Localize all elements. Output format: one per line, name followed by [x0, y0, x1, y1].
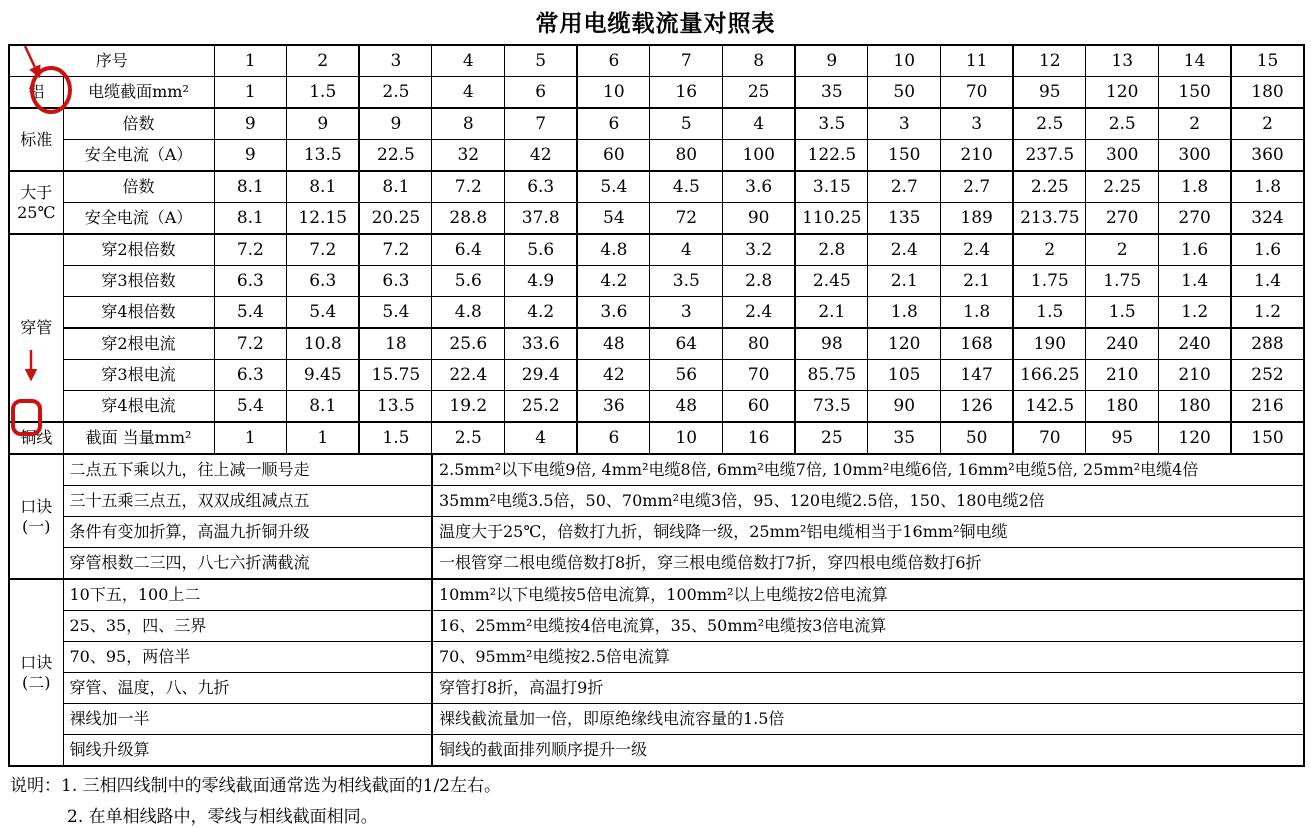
data-cell: 7.2	[214, 328, 287, 360]
row-label: 倍数	[63, 108, 214, 140]
data-cell: 240	[1086, 328, 1159, 360]
data-cell: 1.6	[1231, 234, 1304, 266]
data-cell: 300	[1086, 140, 1159, 172]
data-cell: 35	[868, 422, 941, 454]
data-cell: 110.25	[795, 203, 868, 235]
mnemonic-phrase: 条件有变加折算，高温九折铜升级	[63, 517, 432, 548]
mnemonic-phrase: 三十五乘三点五，双双成组减点五	[63, 486, 432, 517]
data-cell: 213.75	[1013, 203, 1086, 235]
serial-cell: 4	[432, 45, 505, 77]
data-cell: 2.7	[868, 171, 941, 203]
data-cell: 6.3	[287, 266, 360, 297]
data-cell: 5.6	[432, 266, 505, 297]
data-cell: 6	[505, 77, 578, 109]
serial-cell: 6	[577, 45, 650, 77]
data-cell: 2.8	[723, 266, 796, 297]
data-cell: 1	[214, 77, 287, 109]
mnemonic-explanation: 温度大于25℃，倍数打九折，铜线降一级，25mm²铝电缆相当于16mm²铜电缆	[432, 517, 1304, 548]
data-cell: 70	[941, 77, 1014, 109]
data-cell: 2.5	[432, 422, 505, 454]
data-cell: 270	[1159, 203, 1232, 235]
serial-cell: 12	[1013, 45, 1086, 77]
data-cell: 5.6	[505, 234, 578, 266]
data-cell: 2.7	[941, 171, 1014, 203]
data-cell: 1.75	[1013, 266, 1086, 297]
data-cell: 3.15	[795, 171, 868, 203]
mnemonic-phrase: 穿管根数二三四，八七六折满截流	[63, 548, 432, 580]
data-cell: 300	[1159, 140, 1232, 172]
data-cell: 1.2	[1159, 297, 1232, 329]
data-cell: 6.3	[214, 360, 287, 391]
mnemonic-row	[9, 579, 1304, 611]
data-cell: 4	[432, 77, 505, 109]
data-cell: 7	[505, 108, 578, 140]
data-cell: 190	[1013, 328, 1086, 360]
data-cell: 5.4	[359, 297, 432, 329]
data-cell: 10	[577, 77, 650, 109]
mnemonic-explanation: 10mm²以下电缆按5倍电流算，100mm²以上电缆按2倍电流算	[432, 579, 1304, 611]
data-cell: 4	[650, 234, 723, 266]
data-cell: 216	[1231, 391, 1304, 423]
data-cell: 2.4	[868, 234, 941, 266]
data-cell: 210	[941, 140, 1014, 172]
data-cell: 6	[577, 108, 650, 140]
data-cell: 1	[214, 422, 287, 454]
data-cell: 4.5	[650, 171, 723, 203]
data-cell: 9	[214, 140, 287, 172]
data-cell: 4.2	[577, 266, 650, 297]
data-cell: 25	[795, 422, 868, 454]
data-cell: 1.4	[1159, 266, 1232, 297]
data-cell: 2.1	[941, 266, 1014, 297]
data-cell: 150	[868, 140, 941, 172]
data-cell: 13.5	[287, 140, 360, 172]
table-row	[9, 328, 1304, 360]
data-cell: 2	[1159, 108, 1232, 140]
data-cell: 2.4	[723, 297, 796, 329]
data-cell: 105	[868, 360, 941, 391]
data-cell: 25	[723, 77, 796, 109]
data-cell: 10.8	[287, 328, 360, 360]
data-cell: 22.4	[432, 360, 505, 391]
mnemonic-explanation: 70、95mm²电缆按2.5倍电流算	[432, 642, 1304, 673]
data-cell: 166.25	[1013, 360, 1086, 391]
data-cell: 32	[432, 140, 505, 172]
mnemonic-phrase: 铜线升级算	[63, 735, 432, 767]
data-cell: 33.6	[505, 328, 578, 360]
data-cell: 4.9	[505, 266, 578, 297]
page-title: 常用电缆载流量对照表	[535, 11, 776, 37]
data-cell: 60	[723, 391, 796, 423]
data-cell: 4.8	[577, 234, 650, 266]
data-cell: 5.4	[214, 391, 287, 423]
data-cell: 6.4	[432, 234, 505, 266]
data-cell: 6.3	[214, 266, 287, 297]
data-cell: 8.1	[214, 203, 287, 235]
mnemonic-explanation: 2.5mm²以下电缆9倍, 4mm²电缆8倍, 6mm²电缆7倍, 10mm²电缆6倍, 16mm²电缆5倍, 25mm²电缆4倍	[432, 454, 1304, 486]
data-cell: 8	[432, 108, 505, 140]
data-cell: 4	[723, 108, 796, 140]
data-cell: 16	[723, 422, 796, 454]
data-cell: 18	[359, 328, 432, 360]
data-cell: 8.1	[287, 391, 360, 423]
data-cell: 237.5	[1013, 140, 1086, 172]
data-cell: 1.8	[941, 297, 1014, 329]
table-row	[9, 422, 1304, 454]
data-cell: 5	[650, 108, 723, 140]
data-cell: 64	[650, 328, 723, 360]
data-cell: 50	[868, 77, 941, 109]
mnemonic-phrase: 10下五，100上二	[63, 579, 432, 611]
group-label: 口诀(二)	[9, 579, 63, 766]
data-cell: 120	[1086, 77, 1159, 109]
table-row	[9, 171, 1304, 203]
data-cell: 54	[577, 203, 650, 235]
data-cell: 25.2	[505, 391, 578, 423]
data-cell: 2.1	[795, 297, 868, 329]
data-cell: 70	[723, 360, 796, 391]
data-cell: 22.5	[359, 140, 432, 172]
data-cell: 95	[1086, 422, 1159, 454]
mnemonic-explanation: 裸线截流量加一倍，即原绝缘线电流容量的1.5倍	[432, 704, 1304, 735]
data-cell: 12.15	[287, 203, 360, 235]
data-cell: 95	[1013, 77, 1086, 109]
data-cell: 48	[650, 391, 723, 423]
data-cell: 324	[1231, 203, 1304, 235]
mnemonic-row	[9, 454, 1304, 486]
data-cell: 168	[941, 328, 1014, 360]
group-label: 铝	[9, 77, 63, 109]
data-cell: 1.5	[1013, 297, 1086, 329]
data-cell: 1	[287, 422, 360, 454]
data-cell: 240	[1159, 328, 1232, 360]
data-cell: 3	[868, 108, 941, 140]
data-cell: 48	[577, 328, 650, 360]
data-cell: 60	[577, 140, 650, 172]
data-cell: 16	[650, 77, 723, 109]
data-cell: 10	[650, 422, 723, 454]
data-cell: 2.8	[795, 234, 868, 266]
data-cell: 1.4	[1231, 266, 1304, 297]
data-cell: 150	[1231, 422, 1304, 454]
mnemonic-explanation: 16、25mm²电缆按4倍电流算，35、50mm²电缆按3倍电流算	[432, 611, 1304, 642]
main-table-body	[9, 45, 1304, 766]
data-cell: 210	[1159, 360, 1232, 391]
data-cell: 120	[868, 328, 941, 360]
serial-cell: 10	[868, 45, 941, 77]
data-cell: 6	[577, 422, 650, 454]
serial-cell: 5	[505, 45, 578, 77]
mnemonic-phrase: 70、95，两倍半	[63, 642, 432, 673]
data-cell: 13.5	[359, 391, 432, 423]
data-cell: 180	[1086, 391, 1159, 423]
mnemonic-row	[9, 704, 1304, 735]
data-cell: 147	[941, 360, 1014, 391]
data-cell: 5.4	[214, 297, 287, 329]
mnemonic-phrase: 裸线加一半	[63, 704, 432, 735]
data-cell: 360	[1231, 140, 1304, 172]
note-line: 说明：1. 三相四线制中的零线截面通常选为相线截面的1/2左右。	[10, 776, 501, 796]
table-row	[9, 203, 1304, 235]
data-cell: 100	[723, 140, 796, 172]
data-cell: 9	[287, 108, 360, 140]
data-cell: 80	[723, 328, 796, 360]
data-cell: 4.2	[505, 297, 578, 329]
data-cell: 42	[577, 360, 650, 391]
data-cell: 7.2	[432, 171, 505, 203]
data-cell: 6.3	[505, 171, 578, 203]
row-label: 穿2根电流	[63, 328, 214, 360]
data-cell: 6.3	[359, 266, 432, 297]
data-cell: 72	[650, 203, 723, 235]
data-cell: 1.5	[287, 77, 360, 109]
data-cell: 36	[577, 391, 650, 423]
mnemonic-explanation: 35mm²电缆3.5倍，50、70mm²电缆3倍，95、120电缆2.5倍，150、180电缆2倍	[432, 486, 1304, 517]
data-cell: 28.8	[432, 203, 505, 235]
mnemonic-row	[9, 486, 1304, 517]
table-row	[9, 108, 1304, 140]
row-label: 穿3根电流	[63, 360, 214, 391]
data-cell: 98	[795, 328, 868, 360]
serial-cell: 14	[1159, 45, 1232, 77]
data-cell: 2	[1086, 234, 1159, 266]
row-label: 穿4根倍数	[63, 297, 214, 329]
data-cell: 2.5	[359, 77, 432, 109]
serial-header: 序号	[9, 45, 214, 77]
data-cell: 2.25	[1086, 171, 1159, 203]
table-row	[9, 297, 1304, 329]
row-label: 截面 当量mm²	[63, 422, 214, 454]
row-label: 安全电流（A）	[63, 203, 214, 235]
data-cell: 122.5	[795, 140, 868, 172]
row-label: 穿3根倍数	[63, 266, 214, 297]
data-cell: 3.6	[577, 297, 650, 329]
data-cell: 5.4	[577, 171, 650, 203]
data-cell: 25.6	[432, 328, 505, 360]
data-cell: 288	[1231, 328, 1304, 360]
data-cell: 5.4	[287, 297, 360, 329]
data-cell: 126	[941, 391, 1014, 423]
data-cell: 2	[1231, 108, 1304, 140]
data-cell: 3	[941, 108, 1014, 140]
row-label: 电缆截面mm²	[63, 77, 214, 109]
data-cell: 29.4	[505, 360, 578, 391]
data-cell: 80	[650, 140, 723, 172]
data-cell: 70	[1013, 422, 1086, 454]
group-label: 标准	[9, 108, 63, 171]
mnemonic-row	[9, 548, 1304, 580]
data-cell: 2.4	[941, 234, 1014, 266]
data-cell: 37.8	[505, 203, 578, 235]
data-cell: 1.5	[1086, 297, 1159, 329]
data-cell: 8.1	[287, 171, 360, 203]
table-row	[9, 391, 1304, 423]
data-cell: 1.5	[359, 422, 432, 454]
data-cell: 9.45	[287, 360, 360, 391]
data-cell: 120	[1159, 422, 1232, 454]
data-cell: 1.8	[1159, 171, 1232, 203]
mnemonic-explanation: 铜线的截面排列顺序提升一级	[432, 735, 1304, 767]
data-cell: 1.8	[868, 297, 941, 329]
data-cell: 9	[359, 108, 432, 140]
serial-cell: 13	[1086, 45, 1159, 77]
data-cell: 73.5	[795, 391, 868, 423]
data-cell: 85.75	[795, 360, 868, 391]
data-cell: 7.2	[287, 234, 360, 266]
data-cell: 142.5	[1013, 391, 1086, 423]
mnemonic-row	[9, 611, 1304, 642]
serial-cell: 8	[723, 45, 796, 77]
data-cell: 50	[941, 422, 1014, 454]
data-cell: 3.6	[723, 171, 796, 203]
mnemonic-row	[9, 673, 1304, 704]
mnemonic-phrase: 25、35，四、三界	[63, 611, 432, 642]
data-cell: 210	[1086, 360, 1159, 391]
group-label: 口诀(一)	[9, 454, 63, 579]
data-cell: 90	[868, 391, 941, 423]
data-cell: 8.1	[214, 171, 287, 203]
data-cell: 3.5	[650, 266, 723, 297]
data-cell: 2.5	[1013, 108, 1086, 140]
data-cell: 4.8	[432, 297, 505, 329]
data-cell: 135	[868, 203, 941, 235]
data-cell: 3.2	[723, 234, 796, 266]
serial-cell: 15	[1231, 45, 1304, 77]
notes-block	[10, 775, 1311, 828]
mnemonic-phrase: 二点五下乘以九，往上减一顺号走	[63, 454, 432, 486]
table-row	[9, 360, 1304, 391]
mnemonic-row	[9, 642, 1304, 673]
data-cell: 1.2	[1231, 297, 1304, 329]
serial-cell: 1	[214, 45, 287, 77]
mnemonic-explanation: 穿管打8折，高温打9折	[432, 673, 1304, 704]
row-label: 穿2根倍数	[63, 234, 214, 266]
mnemonic-explanation: 一根管穿二根电缆倍数打8折，穿三根电缆倍数打7折，穿四根电缆倍数打6折	[432, 548, 1304, 580]
data-cell: 15.75	[359, 360, 432, 391]
note-line: 2. 在单相线路中，零线与相线截面相同。	[67, 807, 378, 827]
group-label: 大于25℃	[9, 171, 63, 234]
serial-cell: 11	[941, 45, 1014, 77]
serial-cell: 9	[795, 45, 868, 77]
row-label: 安全电流（A）	[63, 140, 214, 172]
table-row	[9, 234, 1304, 266]
data-cell: 180	[1231, 77, 1304, 109]
table-row	[9, 266, 1304, 297]
data-cell: 1.8	[1231, 171, 1304, 203]
group-label: 铜线	[9, 422, 63, 454]
cable-capacity-table	[8, 44, 1305, 767]
data-cell: 1.75	[1086, 266, 1159, 297]
data-cell: 252	[1231, 360, 1304, 391]
data-cell: 2.1	[868, 266, 941, 297]
data-cell: 90	[723, 203, 796, 235]
row-label: 穿4根电流	[63, 391, 214, 423]
data-cell: 2.25	[1013, 171, 1086, 203]
mnemonic-row	[9, 735, 1304, 767]
group-label: 穿管	[9, 234, 63, 422]
serial-cell: 2	[287, 45, 360, 77]
data-cell: 189	[941, 203, 1014, 235]
data-cell: 270	[1086, 203, 1159, 235]
data-cell: 56	[650, 360, 723, 391]
serial-cell: 7	[650, 45, 723, 77]
mnemonic-row	[9, 517, 1304, 548]
data-cell: 8.1	[359, 171, 432, 203]
data-cell: 3	[650, 297, 723, 329]
table-row	[9, 140, 1304, 172]
data-cell: 19.2	[432, 391, 505, 423]
data-cell: 2	[1013, 234, 1086, 266]
data-cell: 4	[505, 422, 578, 454]
data-cell: 7.2	[214, 234, 287, 266]
data-cell: 150	[1159, 77, 1232, 109]
data-cell: 180	[1159, 391, 1232, 423]
row-label: 倍数	[63, 171, 214, 203]
data-cell: 35	[795, 77, 868, 109]
data-cell: 2.5	[1086, 108, 1159, 140]
data-cell: 2.45	[795, 266, 868, 297]
table-row	[9, 77, 1304, 109]
data-cell: 3.5	[795, 108, 868, 140]
mnemonic-phrase: 穿管、温度，八、九折	[63, 673, 432, 704]
data-cell: 9	[214, 108, 287, 140]
data-cell: 20.25	[359, 203, 432, 235]
serial-cell: 3	[359, 45, 432, 77]
data-cell: 7.2	[359, 234, 432, 266]
data-cell: 42	[505, 140, 578, 172]
data-cell: 1.6	[1159, 234, 1232, 266]
